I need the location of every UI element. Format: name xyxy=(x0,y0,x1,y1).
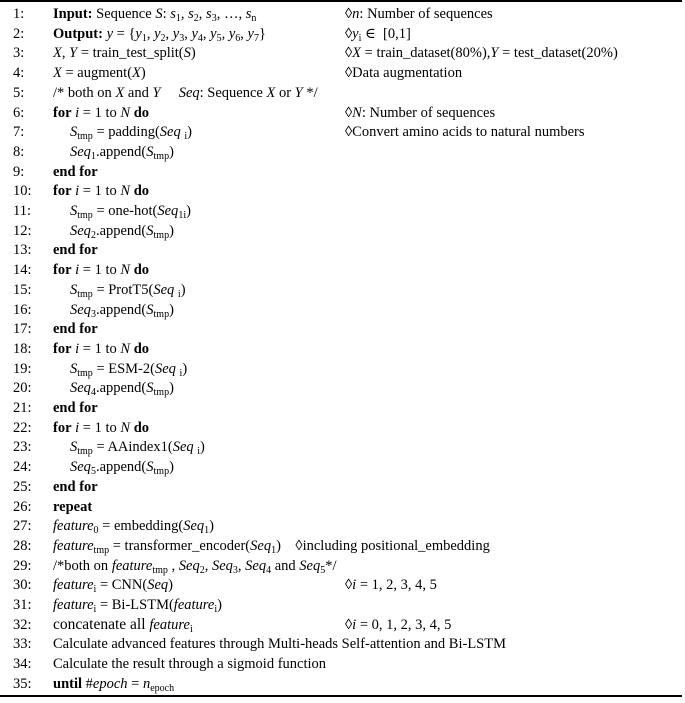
line-code: end for xyxy=(53,242,98,259)
line-number: 30: xyxy=(13,577,32,594)
line-number: 9: xyxy=(13,163,25,180)
line-number: 10: xyxy=(13,183,32,200)
line-code: feature$_i$ = Bi-LSTM(feature$_i$) xyxy=(53,597,222,615)
line-code: $Seq_4.append(S_{tmp})$ xyxy=(70,380,174,399)
line-code: $S_{tmp}$ = AAindex1(Seq $_i$) xyxy=(70,439,205,458)
line-number: 2: xyxy=(13,25,25,42)
line-code: Input: Sequence S: $s_1$, $s_2$, $s_3$, …, $s_n$ xyxy=(53,6,257,24)
line-code: Calculate the result through a sigmoid function xyxy=(53,656,327,673)
line-code: Calculate advanced features through Multi-heads Self-attention and Bi-LSTM xyxy=(53,636,506,653)
line-number: 34: xyxy=(13,656,32,673)
line-comment: ◊n: Number of sequences xyxy=(345,6,493,22)
line-code: concatenate all feature$_i$ xyxy=(53,615,193,635)
line-number: 20: xyxy=(13,380,32,397)
line-number: 12: xyxy=(13,222,32,239)
line-code: end for xyxy=(53,400,98,416)
line-number: 16: xyxy=(13,301,32,318)
line-number: 26: xyxy=(13,498,32,515)
line-code: $S_{tmp}$ = padding(Seq $_i$) xyxy=(70,124,192,143)
line-number: 1: xyxy=(13,6,25,22)
line-code: /* both on X and Y Seq: Sequence X or Y */ xyxy=(53,84,318,101)
line-code: $Seq_1.append(S_{tmp})$ xyxy=(70,143,174,162)
line-comment: ◊Convert amino acids to natural numbers xyxy=(345,124,585,141)
line-comment: ◊i = 0, 1, 2, 3, 4, 5 xyxy=(345,616,452,633)
line-code: $Seq_2.append(S_{tmp})$ xyxy=(70,222,174,241)
line-number: 27: xyxy=(13,518,32,535)
line-code: $S_{tmp} = one-hot(Seq_{1i})$ xyxy=(70,203,191,221)
line-code: end for xyxy=(53,478,98,495)
line-number: 13: xyxy=(13,242,32,259)
line-number: 8: xyxy=(13,143,25,160)
line-number: 19: xyxy=(13,360,32,377)
line-code: for i = 1 to N do xyxy=(53,183,150,200)
line-code: $Seq_5.append(S_{tmp})$ xyxy=(70,459,174,478)
line-code: for i = 1 to N do xyxy=(53,262,150,279)
line-code: feature$_0$ = embedding(Seq$_1$) xyxy=(53,518,215,537)
line-number: 7: xyxy=(13,124,25,141)
line-number: 17: xyxy=(13,321,32,338)
line-number: 22: xyxy=(13,419,32,436)
line-code: X, Y = train_test_split(S) xyxy=(53,45,196,62)
line-number: 28: xyxy=(13,537,32,554)
line-number: 32: xyxy=(13,616,32,633)
line-number: 29: xyxy=(13,557,32,574)
line-number: 21: xyxy=(13,400,32,416)
line-code: feature$_{tmp}$ = transformer_encoder(Seq$_1$) ◊including positional_embedding xyxy=(53,537,490,556)
line-number: 31: xyxy=(13,597,32,613)
line-code: end for xyxy=(53,321,98,338)
line-number: 15: xyxy=(13,281,32,298)
line-comment: ◊Data augmentation xyxy=(345,65,463,82)
line-code: /*both on feature$_{tmp}$ , Seq$_2$, Seq$_3$, Seq$_4$ and Seq$_5$*/ xyxy=(53,557,337,576)
line-code: repeat xyxy=(53,498,93,515)
line-code: X = augment(X) xyxy=(53,65,146,82)
line-number: 6: xyxy=(13,104,25,121)
line-number: 18: xyxy=(13,340,32,357)
line-number: 35: xyxy=(13,675,32,692)
line-number: 33: xyxy=(13,636,32,653)
line-number: 3: xyxy=(13,45,25,62)
line-number: 14: xyxy=(13,262,32,279)
line-comment: ◊X = train_dataset(80%),Y = test_dataset(20%) xyxy=(345,45,618,62)
line-number: 11: xyxy=(13,203,31,219)
line-number: 5: xyxy=(13,84,25,101)
line-code: for i = 1 to N do xyxy=(53,419,150,436)
line-code: for i = 1 to N do xyxy=(53,104,150,121)
line-number: 24: xyxy=(13,459,32,476)
line-number: 23: xyxy=(13,439,32,456)
line-number: 25: xyxy=(13,478,32,495)
line-comment: ◊i = 1, 2, 3, 4, 5 xyxy=(345,577,437,594)
line-code: $S_{tmp} = ESM-2(Seq$ $_i$) xyxy=(70,360,188,379)
line-number: 4: xyxy=(13,65,25,82)
line-code: for i = 1 to N do xyxy=(53,340,150,357)
line-code: $S_{tmp}$ = ProtT5(Seq $_i$) xyxy=(70,281,186,300)
line-comment: $◊y_i$ ∈ [0,1] xyxy=(345,25,411,44)
line-code: $Seq_3.append(S_{tmp})$ xyxy=(70,301,174,320)
line-code: feature$_i$ = CNN(Seq) xyxy=(53,577,173,596)
line-comment: ◊N: Number of sequences xyxy=(345,104,496,121)
line-code: until #epoch = $n_{epoch}$ xyxy=(53,675,175,694)
line-code: Output: $y = \{y_1$, $y_2$, $y_3$, $y_4$, $y_5$, $y_6$, $y_7$} xyxy=(53,25,266,44)
line-code: end for xyxy=(53,163,98,180)
